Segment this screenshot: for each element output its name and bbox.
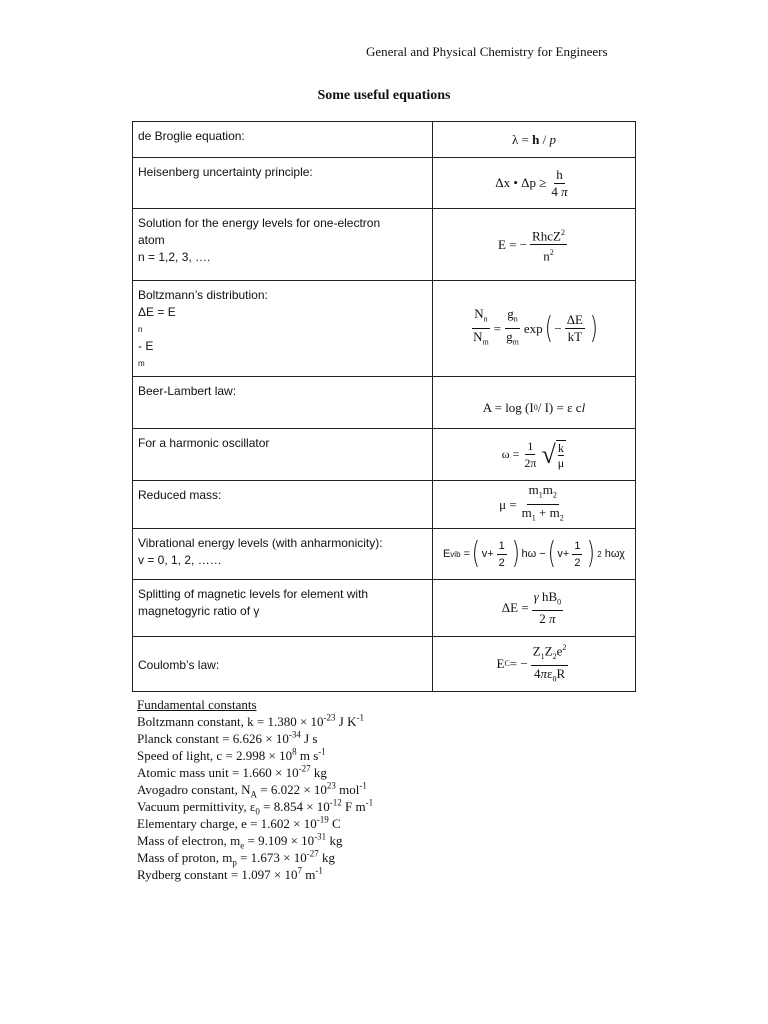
table-row xyxy=(133,529,636,580)
course-header: General and Physical Chemistry for Engineers xyxy=(366,44,608,59)
constant-item: Planck constant = $6.626 \times 10^{-34}$ J s xyxy=(137,729,318,746)
table-row xyxy=(133,122,636,158)
constant-item: Mass of electron, $m_e = 9.109 \times 10^{-31}$ kg xyxy=(137,831,343,851)
vibrational-formula: E vib = ( v+ $\frac{1}{2}$ ) hω − ( v+ $\frac{1}{2}$ ) 2 hωχ xyxy=(432,529,635,580)
reduced-mass-formula: μ = $\frac{m_1m_2}{m_1 + m_2}$ xyxy=(432,481,635,529)
equation-label: For a harmonic oscillator xyxy=(133,429,433,481)
de-broglie-formula: λ = h / p xyxy=(432,122,635,158)
table-row xyxy=(133,580,636,637)
constant-item: Boltzmann constant, $k = 1.380 \times 10^{-23}$ J $K^{-1}$ xyxy=(137,712,364,729)
equation-label: Splitting of magnetic levels for element with magnetogyric ratio of γ xyxy=(133,580,433,637)
fundamental-constants xyxy=(137,696,373,883)
heisenberg-formula: Δx • Δp ≥ $\frac{h}{4 \pi}$ xyxy=(432,158,635,209)
equation-label: Boltzmann’s distribution: ΔE = E n - E m xyxy=(133,281,433,377)
beer-lambert-formula: A = log (I 0 / I) = ε c l xyxy=(432,377,635,429)
coulomb-formula: E C = − $\frac{Z_1Z_2e^2}{4\pi\varepsilon_0R}$ xyxy=(432,637,635,692)
table-row xyxy=(133,429,636,481)
equation-label: Vibrational energy levels (with anharmonicity): v = 0, 1, 2, …… xyxy=(133,529,433,580)
table-row xyxy=(133,481,636,529)
equation-label: Coulomb’s law: xyxy=(133,637,433,692)
constant-item: Avogadro constant, $N_A = 6.022 \times 10^{23}$ mol$^{-1}$ xyxy=(137,780,367,800)
page-title: Some useful equations xyxy=(317,88,451,103)
table-row xyxy=(133,377,636,429)
constant-item: Mass of proton, $m_p = 1.673 \times 10^{-27}$ kg xyxy=(137,848,336,868)
table-row xyxy=(133,637,636,692)
constant-item: Speed of light, $c = 2.998 \times 10^8$ m $s^{-1}$ xyxy=(137,746,326,763)
equations-table xyxy=(132,121,636,692)
equation-label: Reduced mass: xyxy=(133,481,433,529)
equation-label: Beer-Lambert law: xyxy=(133,377,433,429)
equation-label: de Broglie equation: xyxy=(133,122,433,158)
constant-item: Elementary charge, $e = 1.602 \times 10^{-19}$ C xyxy=(137,814,341,831)
table-row xyxy=(133,281,636,377)
magnetic-splitting-formula: ΔE = $\frac{\gamma hB_0}{2 \pi}$ xyxy=(432,580,635,637)
constants-title: Fundamental constants xyxy=(137,697,257,712)
table-row xyxy=(133,209,636,281)
constant-item: Atomic mass unit = $1.660 \times 10^{-27}$ kg xyxy=(137,763,327,780)
equation-label: Heisenberg uncertainty principle: xyxy=(133,158,433,209)
constant-item: Rydberg constant = $1.097 \times 10^7$ $m^{-1}$ xyxy=(137,865,323,882)
harmonic-oscillator-formula: ω = $\frac{1}{2\pi}$ √ k μ xyxy=(432,429,635,481)
boltzmann-formula: $\frac{N_n}{N_m}$ = $\frac{g_n}{g_m}$ exp ( − $\frac{\Delta E}{kT}$ ) xyxy=(432,281,635,377)
constant-item: Vacuum permittivity, $\varepsilon_0 = 8.854 \times 10^{-12}$ F $m^{-1}$ xyxy=(137,797,374,817)
table-row xyxy=(133,158,636,209)
energy-levels-formula: E = − $\frac{RhcZ^2}{n^2}$ xyxy=(432,209,635,281)
equation-label: Solution for the energy levels for one-electron atom n = 1,2, 3, …. xyxy=(133,209,433,281)
